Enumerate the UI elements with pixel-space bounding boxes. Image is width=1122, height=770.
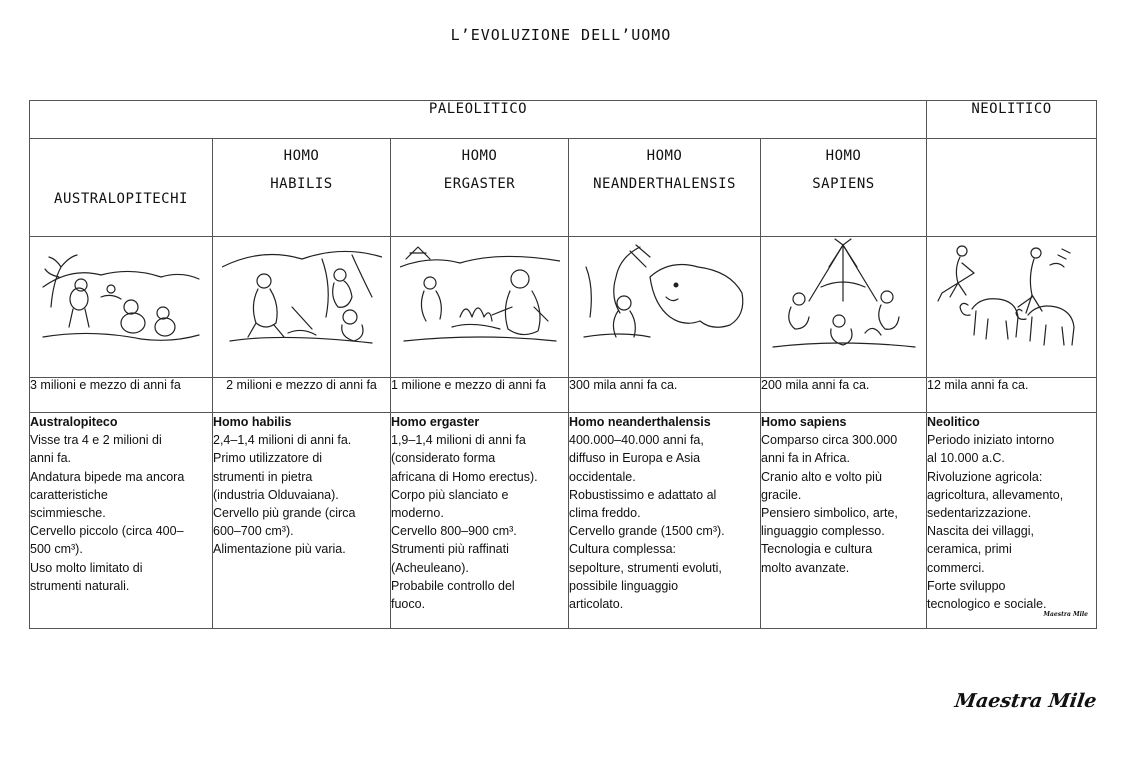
- date-ergaster: 1 milione e mezzo di anni fa: [391, 378, 569, 413]
- description-line: possibile linguaggio: [569, 578, 679, 593]
- description-line: Pensiero simbolico, arte,: [761, 506, 898, 521]
- homo-sapiens-scene-icon: [769, 237, 919, 352]
- species-header-name: AUSTRALOPITECHI: [54, 190, 188, 207]
- description-line: sedentarizzazione.: [927, 506, 1032, 521]
- species-header-name: ERGASTER: [443, 176, 516, 192]
- species-header-name: SAPIENS: [812, 176, 875, 192]
- description-line: gracile.: [761, 487, 802, 502]
- description-line: clima freddo.: [569, 506, 641, 521]
- australopithecus-scene-icon: [41, 237, 201, 347]
- description-ergaster: [391, 413, 569, 629]
- description-line: 1,9–1,4 milioni di anni fa: [391, 433, 526, 448]
- species-header-genus: HOMO: [283, 148, 320, 164]
- description-line: anni fa in Africa.: [761, 451, 850, 466]
- small-signature: Maestra Mile: [1043, 610, 1088, 618]
- description-line: al 10.000 a.C.: [927, 451, 1005, 466]
- description-line: sepolture, strumenti evoluti,: [569, 560, 722, 575]
- neolithic-farming-scene-icon: [932, 237, 1092, 352]
- description-line: strumenti in pietra: [213, 469, 313, 484]
- description-line: Uso molto limitato di: [30, 560, 143, 575]
- description-sapiens: [761, 413, 927, 629]
- date-row: [30, 378, 1097, 413]
- species-name: Homo neanderthalensis: [569, 415, 711, 429]
- neolithic-illustration: [927, 237, 1097, 378]
- description-line: Comparso circa 300.000: [761, 433, 898, 448]
- description-line: articolato.: [569, 597, 624, 612]
- description-line: Tecnologia e cultura: [761, 542, 873, 557]
- description-line: occidentale.: [569, 469, 636, 484]
- description-line: (industria Olduvaiana).: [213, 487, 339, 502]
- illustration-row: [30, 237, 1097, 378]
- species-row: [30, 139, 1097, 237]
- description-line: (considerato forma: [391, 451, 496, 466]
- description-line: Periodo iniziato intorno: [927, 433, 1055, 448]
- description-line: 2,4–1,4 milioni di anni fa.: [213, 433, 352, 448]
- species-name: Homo ergaster: [391, 415, 480, 429]
- description-neanderthalensis: [569, 413, 761, 629]
- species-header-sapiens: [761, 139, 927, 237]
- species-header-australopitechi: [30, 139, 213, 237]
- species-header-name: HABILIS: [270, 176, 333, 192]
- homo-neanderthalensis-illustration: [569, 237, 761, 378]
- description-neolithic: [927, 413, 1097, 629]
- description-australopitechi: [30, 413, 213, 629]
- description-line: strumenti naturali.: [30, 578, 130, 593]
- description-line: 400.000–40.000 anni fa,: [569, 433, 704, 448]
- species-header-name: NEANDERTHALENSIS: [593, 176, 736, 192]
- page-title: L’EVOLUZIONE DELL’UOMO: [450, 26, 672, 44]
- species-header-genus: HOMO: [646, 148, 683, 164]
- description-line: Cervello grande (1500 cm³).: [569, 524, 725, 539]
- description-line: Visse tra 4 e 2 milioni di: [30, 433, 162, 448]
- species-header-neolithic-empty: [927, 139, 1097, 237]
- date-neanderthalensis: 300 mila anni fa ca.: [569, 378, 761, 413]
- description-line: Strumenti più raffinati: [391, 542, 509, 557]
- date-habilis: 2 milioni e mezzo di anni fa: [213, 378, 391, 413]
- era-paleolithic: PALEOLITICO: [30, 101, 927, 139]
- description-line: Forte sviluppo: [927, 578, 1006, 593]
- description-line: fuoco.: [391, 597, 426, 612]
- description-line: Nascita dei villaggi,: [927, 524, 1034, 539]
- description-line: Alimentazione più varia.: [213, 542, 346, 557]
- description-line: Cervello 800–900 cm³.: [391, 524, 517, 539]
- species-name: Neolitico: [927, 415, 980, 429]
- species-header-ergaster: [391, 139, 569, 237]
- description-line: scimmiesche.: [30, 506, 106, 521]
- evolution-table: [29, 100, 1097, 629]
- description-line: Probabile controllo del: [391, 578, 515, 593]
- homo-ergaster-illustration: [391, 237, 569, 378]
- description-row: [30, 413, 1097, 629]
- description-line: molto avanzate.: [761, 560, 850, 575]
- description-line: Primo utilizzatore di: [213, 451, 323, 466]
- homo-sapiens-illustration: [761, 237, 927, 378]
- description-line: Corpo più slanciato e: [391, 487, 509, 502]
- species-header-neanderthalensis: [569, 139, 761, 237]
- species-header-genus: HOMO: [461, 148, 498, 164]
- description-line: commerci.: [927, 560, 985, 575]
- description-line: 600–700 cm³).: [213, 524, 294, 539]
- homo-neanderthalensis-scene-icon: [580, 237, 750, 347]
- description-line: moderno.: [391, 506, 444, 521]
- description-habilis: [213, 413, 391, 629]
- era-row: [30, 101, 1097, 139]
- description-line: caratteristiche: [30, 487, 108, 502]
- description-line: Cervello piccolo (circa 400–: [30, 524, 184, 539]
- homo-habilis-illustration: [213, 237, 391, 378]
- description-line: Robustissimo e adattato al: [569, 487, 717, 502]
- species-header-genus: HOMO: [825, 148, 862, 164]
- description-line: tecnologico e sociale.: [927, 597, 1047, 612]
- description-line: ceramica, primi: [927, 542, 1012, 557]
- description-line: anni fa.: [30, 451, 72, 466]
- description-line: Cultura complessa:: [569, 542, 676, 557]
- date-sapiens: 200 mila anni fa ca.: [761, 378, 927, 413]
- description-line: Rivoluzione agricola:: [927, 469, 1043, 484]
- description-line: Cervello più grande (circa: [213, 506, 356, 521]
- description-line: Cranio alto e volto più: [761, 469, 882, 484]
- description-line: linguaggio complesso.: [761, 524, 885, 539]
- species-name: Homo sapiens: [761, 415, 847, 429]
- description-line: diffuso in Europa e Asia: [569, 451, 701, 466]
- species-header-habilis: [213, 139, 391, 237]
- description-line: (Acheuleano).: [391, 560, 469, 575]
- description-line: agricoltura, allevamento,: [927, 487, 1064, 502]
- date-australopitechi: 3 milioni e mezzo di anni fa: [30, 378, 213, 413]
- species-name: Homo habilis: [213, 415, 292, 429]
- homo-habilis-scene-icon: [222, 237, 382, 347]
- species-name: Australopiteco: [30, 415, 118, 429]
- homo-ergaster-scene-icon: [400, 237, 560, 347]
- description-line: Andatura bipede ma ancora: [30, 469, 185, 484]
- date-neolithic: 12 mila anni fa ca.: [927, 378, 1097, 413]
- australopithecus-illustration: [30, 237, 213, 378]
- era-neolithic: NEOLITICO: [927, 101, 1097, 139]
- description-line: africana di Homo erectus).: [391, 469, 538, 484]
- description-line: 500 cm³).: [30, 542, 83, 557]
- author-signature: Maestra Mile: [953, 690, 1098, 712]
